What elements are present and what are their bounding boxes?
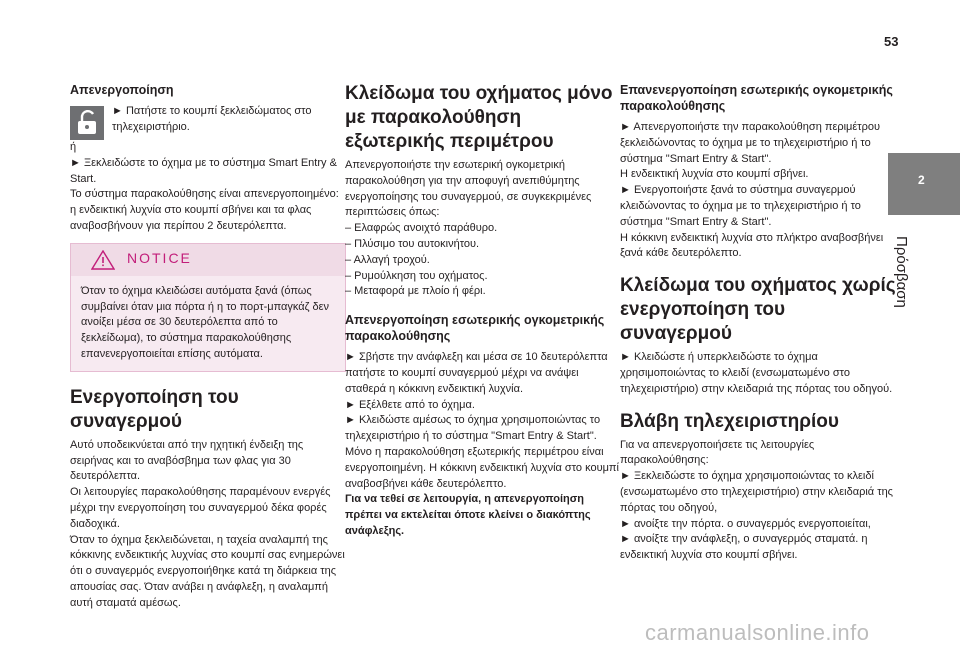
chapter-tab bbox=[888, 153, 960, 215]
heading-remote-fault: Βλάβη τηλεχειριστηρίου bbox=[620, 410, 839, 432]
column-2 bbox=[345, 82, 621, 540]
perimeter-intro: Απενεργοποιήστε την εσωτερική ογκομετρική παρακολούθηση για την αποφυγή ανεπιθύμητης ενεργοποίησης του συναγερμού, σε συγκεκριμένες περιπτώσεις όπως: bbox=[345, 159, 592, 219]
deactivated-text: Το σύστημα παρακολούθησης είναι απενεργοποιημένο: η ενδεικτική λυχνία στο κουμπί σβήνει και τα φλας αναβοσβήνουν για περίπου 2 δευτερόλεπτα. bbox=[70, 188, 339, 232]
unlock-remote-icon bbox=[70, 106, 104, 140]
page-number: 53 bbox=[884, 34, 899, 49]
heading-reactivate-interior: Επανενεργοποίηση εσωτερικής ογκομετρικής παρακολούθησης bbox=[620, 83, 893, 113]
step-smart-entry: ► Ξεκλειδώστε το όχημα με το σύστημα Smart Entry & Start. bbox=[70, 156, 337, 185]
list-item: – Ρυμούλκηση του οχήματος. bbox=[345, 269, 488, 282]
deactivation-note: Για να τεθεί σε λειτουργία, η απενεργοποίηση πρέπει να εκτελείται όποτε κλείνει ο διακόπτης ανάφλεξης. bbox=[345, 493, 591, 537]
step-switch-off: ► Σβήστε την ανάφλεξη και μέσα σε 10 δευτερόλεπτα πατήστε το κουμπί συναγερμού μέχρι να ανάψει σταθερά η κόκκινη ενδεικτική λυχνία. bbox=[345, 351, 608, 395]
list-item: – Μεταφορά με πλοίο ή φέρι. bbox=[345, 285, 486, 298]
notice-header bbox=[71, 244, 345, 276]
list-item: – Πλύσιμο του αυτοκινήτου. bbox=[345, 237, 480, 250]
notice-body bbox=[71, 276, 345, 371]
fault-intro: Για να απενεργοποιήσετε τις λειτουργίες παρακολούθησης: bbox=[620, 438, 815, 467]
notice-title: NOTICE bbox=[127, 249, 192, 266]
watermark: carmanualsonline.info bbox=[645, 620, 870, 645]
list-item: – Ελαφρώς ανοιχτό παράθυρο. bbox=[345, 222, 498, 235]
heading-perimeter-lock: Κλείδωμα του οχήματος μόνο με παρακολούθηση εξωτερικής περιμέτρου bbox=[345, 83, 613, 152]
step-lock: ► Κλειδώστε αμέσως το όχημα χρησιμοποιώντας το τηλεχειριστήριο ή το σύστημα "Smart Entry & Start". bbox=[345, 414, 601, 443]
alarm-text-3: Όταν το όχημα ξεκλειδώνεται, η ταχεία αναλαμπή της κόκκινης ενδεικτικής λυχνίας στο κουμπί σας ενημερώνει ότι ο συναγερμός ενεργοποιήθηκε κατά τη διάρκεια της απουσίας σας. Όταν ανάβει η ανάφλεξη, η αναλαμπή αυτή σταματά αμέσως. bbox=[70, 533, 345, 609]
notice-text: Όταν το όχημα κλειδώσει αυτόματα ξανά (όπως συμβαίνει όταν μια πόρτα ή η το πορτ-μπαγκάζ δεν ανοίξει μέσα σε 30 δευτερόλεπτα από το ξεκλείδωμα), το σύστημα παρακολούθησης επανενεργοποιείται επίσης αυτόματα. bbox=[81, 284, 330, 360]
heading-alarm-activation: Ενεργοποίηση του συναγερμού bbox=[70, 386, 239, 432]
heading-deactivation: Απενεργοποίηση bbox=[70, 83, 174, 97]
notice-box bbox=[70, 243, 346, 372]
remote-instruction bbox=[70, 104, 346, 140]
perimeter-only-text: Μόνο η παρακολούθηση εξωτερικής περιμέτρου είναι ενεργοποιημένη. Η κόκκινη ενδεικτική λυχνία στο κουμπί αναβοσβήνει κάθε δευτερόλεπτο. bbox=[345, 445, 619, 490]
react-text-2: Η κόκκινη ενδεικτική λυχνία στο πλήκτρο αναβοσβήνει ξανά κάθε δευτερόλεπτο. bbox=[620, 231, 884, 260]
fault-step-2: ► ανοίξτε την πόρτα. ο συναγερμός ενεργοποιείται, bbox=[620, 517, 871, 530]
step-press-unlock: ► Πατήστε το κουμπί ξεκλειδώματος στο τηλεχειριστήριο. bbox=[112, 105, 312, 133]
or-text: ή bbox=[70, 141, 77, 153]
fault-step-1: ► Ξεκλειδώστε το όχημα χρησιμοποιώντας το κλειδί (ενσωματωμένο στο τηλεχειριστήριο) στην κλειδαριά της πόρτας του οδηγού, bbox=[620, 470, 893, 514]
react-step-1: ► Απενεργοποιήστε την παρακολούθηση περιμέτρου ξεκλειδώνοντας το όχημα με το τηλεχειριστήριο ή το σύστημα "Smart Entry & Start". bbox=[620, 121, 881, 165]
react-text-1: Η ενδεικτική λυχνία στο κουμπί σβήνει. bbox=[620, 168, 809, 181]
lock-key-step: ► Κλειδώστε ή υπερκλειδώστε το όχημα χρησιμοποιώντας το κλειδί (ενσωματωμένο στο τηλεχειριστήριο) στην κλειδαριά της πόρτας του οδηγού. bbox=[620, 351, 893, 395]
fault-step-3: ► ανοίξτε την ανάφλεξη, ο συναγερμός σταματά. η ενδεικτική λυχνία στο κουμπί σβήνει. bbox=[620, 533, 868, 562]
column-1 bbox=[70, 82, 346, 612]
list-item: – Αλλαγή τροχού. bbox=[345, 253, 430, 266]
column-3 bbox=[620, 82, 896, 564]
chapter-number: 2 bbox=[918, 173, 925, 187]
alarm-text-1: Αυτό υποδεικνύεται από την ηχητική ένδειξη της σειρήνας και το αναβόσβημα των φλας για 30 δευτερόλεπτα. bbox=[70, 438, 304, 483]
heading-lock-without-alarm: Κλείδωμα του οχήματος χωρίς ενεργοποίηση του συναγερμού bbox=[620, 275, 896, 345]
react-step-2: ► Ενεργοποιήστε ξανά το σύστημα συναγερμού κλειδώνοντας το όχημα με το τηλεχειριστήριο ή το σύστημα "Smart Entry & Start". bbox=[620, 184, 861, 228]
chapter-label: Πρόσβαση bbox=[893, 236, 910, 308]
warning-triangle-icon bbox=[91, 250, 115, 276]
alarm-text-2: Οι λειτουργίες παρακολούθησης παραμένουν ενεργές μέχρι την ενεργοποίηση του συναγερμού δέκα φορές διαδοχικά. bbox=[70, 486, 331, 530]
heading-deactivate-interior: Απενεργοποίηση εσωτερικής ογκομετρικής παρακολούθησης bbox=[345, 313, 605, 344]
step-exit: ► Εξέλθετε από το όχημα. bbox=[345, 398, 475, 411]
